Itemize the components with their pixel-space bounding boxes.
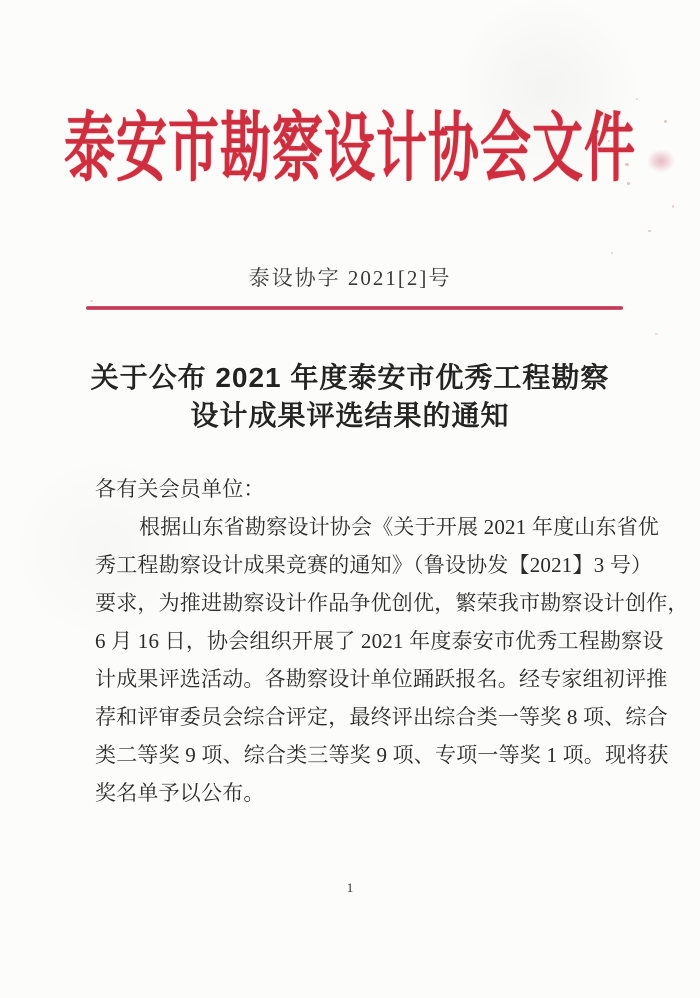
scan-speck — [611, 252, 613, 254]
organization-header-text: 泰安市勘察设计协会文件 — [63, 104, 636, 194]
body-line: 秀工程勘察设计成果竞赛的通知》（鲁设协发【2021】3 号） — [95, 553, 653, 577]
scan-ink-smudge — [648, 150, 674, 172]
document-number: 泰设协字 2021[2]号 — [248, 266, 452, 290]
salutation: 各有关会员单位： — [95, 477, 265, 501]
page-number: 1 — [346, 880, 354, 895]
scan-speck — [608, 140, 610, 142]
body-line: 奖名单予以公布。 — [95, 781, 265, 805]
notice-title — [0, 359, 700, 435]
notice-title-line1: 关于公布 2021 年度泰安市优秀工程勘察 — [90, 362, 610, 393]
body-text — [95, 470, 689, 812]
body-line: 计成果评选活动。各勘察设计单位踊跃报名。经专家组初评推 — [95, 667, 668, 691]
body-line: 荐和评审委员会综合评定，最终评出综合类一等奖 8 项、综合 — [95, 705, 668, 729]
scan-speck — [664, 120, 667, 123]
scan-speck — [636, 98, 638, 100]
red-divider-rule — [86, 306, 623, 310]
notice-title-line2: 设计成果评选结果的通知 — [190, 400, 510, 431]
body-line: 根据山东省勘察设计协会《关于开展 2021 年度山东省优 — [139, 515, 660, 539]
red-header-banner — [0, 104, 700, 212]
scan-speck — [655, 333, 658, 335]
body-line: 类二等奖 9 项、综合类三等奖 9 项、专项一等奖 1 项。现将获 — [95, 743, 669, 767]
scan-speck — [672, 205, 674, 208]
scan-speck — [648, 230, 651, 232]
scan-speck — [90, 300, 93, 302]
body-line: 6 月 16 日，协会组织开展了 2021 年度泰安市优秀工程勘察设 — [95, 629, 664, 653]
body-line: 要求，为推进勘察设计作品争优创优，繁荣我市勘察设计创作， — [95, 591, 689, 615]
scan-speck — [625, 163, 629, 166]
scan-speck — [627, 182, 630, 185]
